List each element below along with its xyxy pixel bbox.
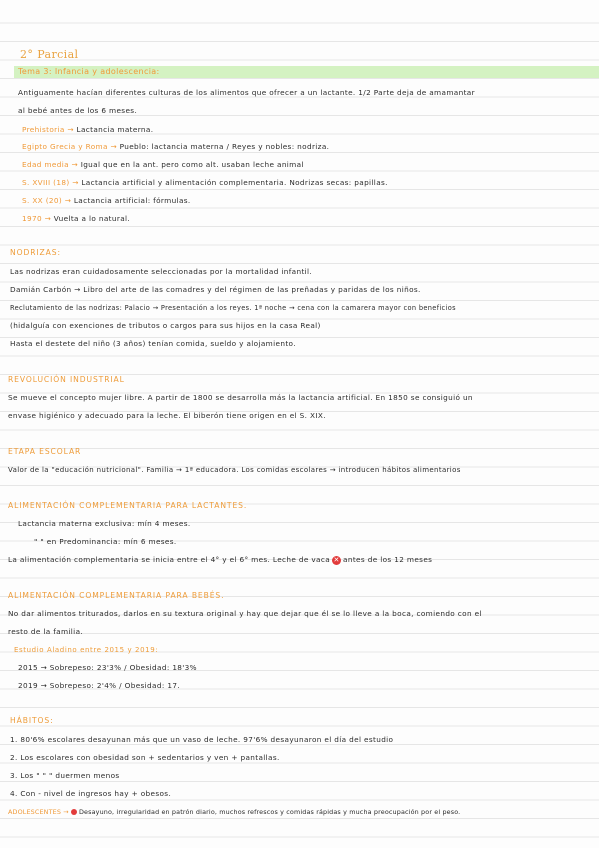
- escolar-line: Valor de la "educación nutricional". Familia → 1ª educadora. Los comidas escolares → introducen hábitos alimentarios: [8, 466, 461, 474]
- intro-line-1: Antiguamente hacían diferentes culturas de los alimentos que ofrecer a un lactante. 1/2 Parte deja de amamantar: [18, 88, 475, 97]
- history-item: [22, 178, 388, 188]
- history-era: 1970 →: [22, 214, 52, 223]
- bebes-line: resto de la familia.: [8, 627, 84, 636]
- page-title: 2° Parcial: [20, 48, 79, 61]
- history-text: Lactancia materna.: [73, 125, 154, 134]
- adolescentes-line: [8, 807, 460, 817]
- estudio-heading: Estudio Aladino entre 2015 y 2019:: [14, 646, 159, 654]
- lactantes-line: Lactancia materna exclusiva: mín 4 meses.: [18, 519, 191, 528]
- habitos-line: 1. 80'6% escolares desayunan más que un vaso de leche. 97'6% desayunaron el día del estudio: [10, 735, 394, 744]
- history-era: Prehistoria →: [22, 125, 74, 134]
- history-item: [22, 196, 191, 206]
- habitos-line: 3. Los " " " duermen menos: [10, 771, 120, 780]
- history-item: [22, 125, 153, 135]
- history-text: Lactancia artificial: fórmulas.: [71, 196, 191, 205]
- stats-line: 2015 → Sobrepeso: 23'3% / Obesidad: 18'3%: [18, 663, 197, 672]
- lactantes-line: [34, 537, 177, 547]
- history-era: S. XX (20) →: [22, 196, 72, 205]
- ditto-marks: " ": [34, 537, 45, 546]
- lactantes-text: antes de los 12 meses: [343, 555, 433, 564]
- intro-line-2: al bebé antes de los 6 meses.: [18, 106, 138, 115]
- history-text: Vuelta a lo natural.: [51, 214, 131, 223]
- lactantes-line: [8, 555, 432, 565]
- habitos-line: 2. Los escolares con obesidad son + sedentarios y ven + pantallas.: [10, 753, 280, 762]
- lactantes-predominancia: en Predominancia: mín 6 meses.: [46, 537, 177, 546]
- adolescentes-label: ADOLESCENTES →: [8, 808, 69, 816]
- revolucion-line: envase higiénico y adecuado para la leche. El biberón tiene origen en el S. XIX.: [8, 411, 326, 420]
- section-heading-lactantes: ALIMENTACIÓN COMPLEMENTARIA PARA LACTANTES.: [8, 501, 248, 510]
- nodrizas-line: Hasta el destete del niño (3 años) tenían comida, sueldo y alojamiento.: [10, 339, 296, 348]
- topic-title: Tema 3: Infancia y adolescencia:: [18, 67, 160, 76]
- section-heading-escolar: ETAPA ESCOLAR: [8, 447, 82, 456]
- history-item: [22, 214, 130, 224]
- section-heading-bebes: ALIMENTACIÓN COMPLEMENTARIA PARA BEBÉS.: [8, 591, 225, 600]
- adolescentes-text: Desayuno, irregularidad en patrón diario, muchos refrescos y comidas rápidas y mucha preocupación por el peso.: [78, 808, 461, 816]
- history-era: S. XVIII (18) →: [22, 178, 79, 187]
- history-text: Pueblo: lactancia materna / Reyes y nobles: nodriza.: [116, 142, 330, 151]
- lactantes-text: La alimentación complementaria se inicia entre el 4° y el 6° mes. Leche de vaca: [8, 555, 331, 564]
- history-text: Lactancia artificial y alimentación complementaria. Nodrizas secas: papillas.: [78, 178, 388, 187]
- prohibited-icon: ✕: [333, 555, 340, 564]
- stats-line: 2019 → Sobrepeso: 2'4% / Obesidad: 17.: [18, 681, 180, 690]
- nodrizas-line: Damián Carbón → Libro del arte de las comadres y del régimen de las preñadas y paridas de los niños.: [10, 285, 421, 294]
- history-era: Edad media →: [22, 160, 79, 169]
- nodrizas-line: Las nodrizas eran cuidadosamente seleccionadas por la mortalidad infantil.: [10, 267, 313, 276]
- section-heading-nodrizas: NODRIZAS:: [10, 248, 61, 257]
- nodrizas-line: Reclutamiento de las nodrizas: Palacio → Presentación a los reyes. 1ª noche → cena con la camarera mayor con beneficios: [10, 304, 456, 312]
- habitos-line: 4. Con - nivel de ingresos hay + obesos.: [10, 789, 172, 798]
- section-heading-revolucion: REVOLUCIÓN INDUSTRIAL: [8, 375, 125, 384]
- section-heading-habitos: HÁBITOS:: [10, 716, 54, 725]
- revolucion-line: Se mueve el concepto mujer libre. A partir de 1800 se desarrolla más la lactancia artificial. En 1850 se consiguió un: [8, 393, 473, 402]
- history-era: Egipto Grecia y Roma →: [22, 142, 117, 151]
- history-item: [22, 160, 304, 170]
- history-text: Igual que en la ant. pero como alt. usaban leche animal: [78, 160, 304, 169]
- bullet-dot-icon: [71, 809, 77, 815]
- nodrizas-line: (hidalguía con exenciones de tributos o cargos para sus hijos en la casa Real): [10, 321, 321, 330]
- history-item: [22, 142, 329, 152]
- bebes-line: No dar alimentos triturados, darlos en su textura original y hay que dejar que él se lo lleve a la boca, comiendo con el: [8, 609, 482, 618]
